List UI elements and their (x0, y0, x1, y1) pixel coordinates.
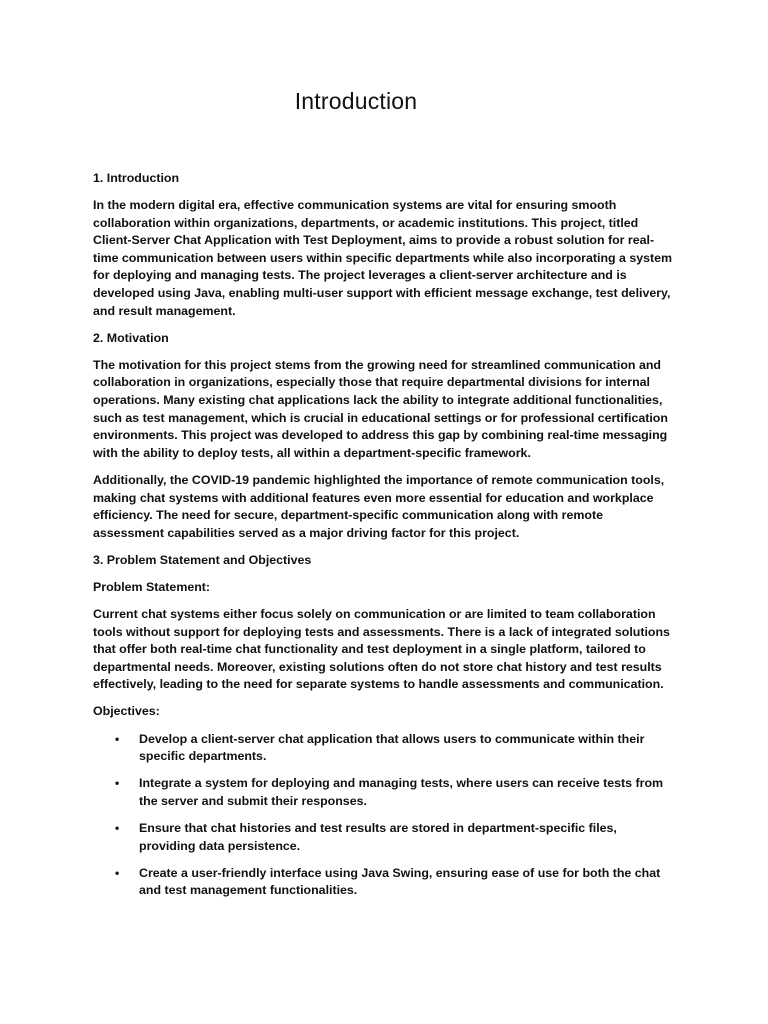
objective-text: Develop a client-server chat application that allows users to communicate within their specific departments. (139, 731, 645, 764)
problem-statement-paragraph: Current chat systems either focus solely on communication or are limited to team collaboration tools without support for deploying tests and assessments. There is a lack of integrated solutions that offer both real-time chat functionality and test deployment in a single platform, tailored to departmental needs. Moreover, existing solutions often do not store chat history and test results effectively, leading to the need for separate systems to handle assessments and communication. (93, 606, 670, 692)
list-item (93, 731, 675, 766)
introduction-paragraph: In the modern digital era, effective communication systems are vital for ensuring smooth collaboration within organizations, departments, or academic institutions. This project, titled Client-Server Chat Application with Test Deployment, aims to provide a robust solution for real-time communication between users within specific departments while also incorporating a system for deploying and managing tests. The project leverages a client-server architecture and is developed using Java, enabling multi-user support with efficient message exchange, test delivery, and result management. (93, 198, 673, 318)
bullet-icon: • (115, 865, 120, 880)
list-item (93, 775, 675, 810)
document-title: Introduction (294, 88, 418, 114)
objectives-label: Objectives: (93, 704, 160, 719)
objective-text: Integrate a system for deploying and managing tests, where users can receive tests from the server and submit their responses. (139, 776, 664, 808)
motivation-paragraph-2: Additionally, the COVID-19 pandemic highlighted the importance of remote communication tools, making chat systems with additional features even more essential for education and workplace efficiency. The need for secure, department-specific communication along with remote assessment capabilities served as a major driving factor for this project. (93, 472, 665, 540)
bullet-icon: • (115, 731, 120, 746)
section-heading-problem: 3. Problem Statement and Objectives (93, 552, 312, 567)
list-item (93, 820, 675, 855)
document-body (93, 170, 675, 910)
objectives-list (93, 731, 675, 901)
bullet-icon: • (115, 776, 120, 791)
list-item (93, 865, 675, 900)
motivation-paragraph-1: The motivation for this project stems from the growing need for streamlined communication and collaboration in organizations, especially those that require departmental divisions for internal operations. Many existing chat applications lack the ability to integrate additional functionalities, such as test management, which is crucial in educational settings or for professional certification environments. This project was developed to address this gap by combining real-time messaging with the ability to deploy tests, all within a department-specific framework. (93, 357, 668, 460)
objective-text: Ensure that chat histories and test results are stored in department-specific files, providing data persistence. (139, 821, 617, 853)
section-heading-introduction: 1. Introduction (93, 171, 180, 185)
problem-statement-label: Problem Statement: (93, 579, 211, 594)
bullet-icon: • (115, 821, 120, 836)
objective-text: Create a user-friendly interface using Java Swing, ensuring ease of use for both the chat and test management functionalities. (139, 865, 661, 898)
section-heading-motivation: 2. Motivation (93, 330, 169, 345)
